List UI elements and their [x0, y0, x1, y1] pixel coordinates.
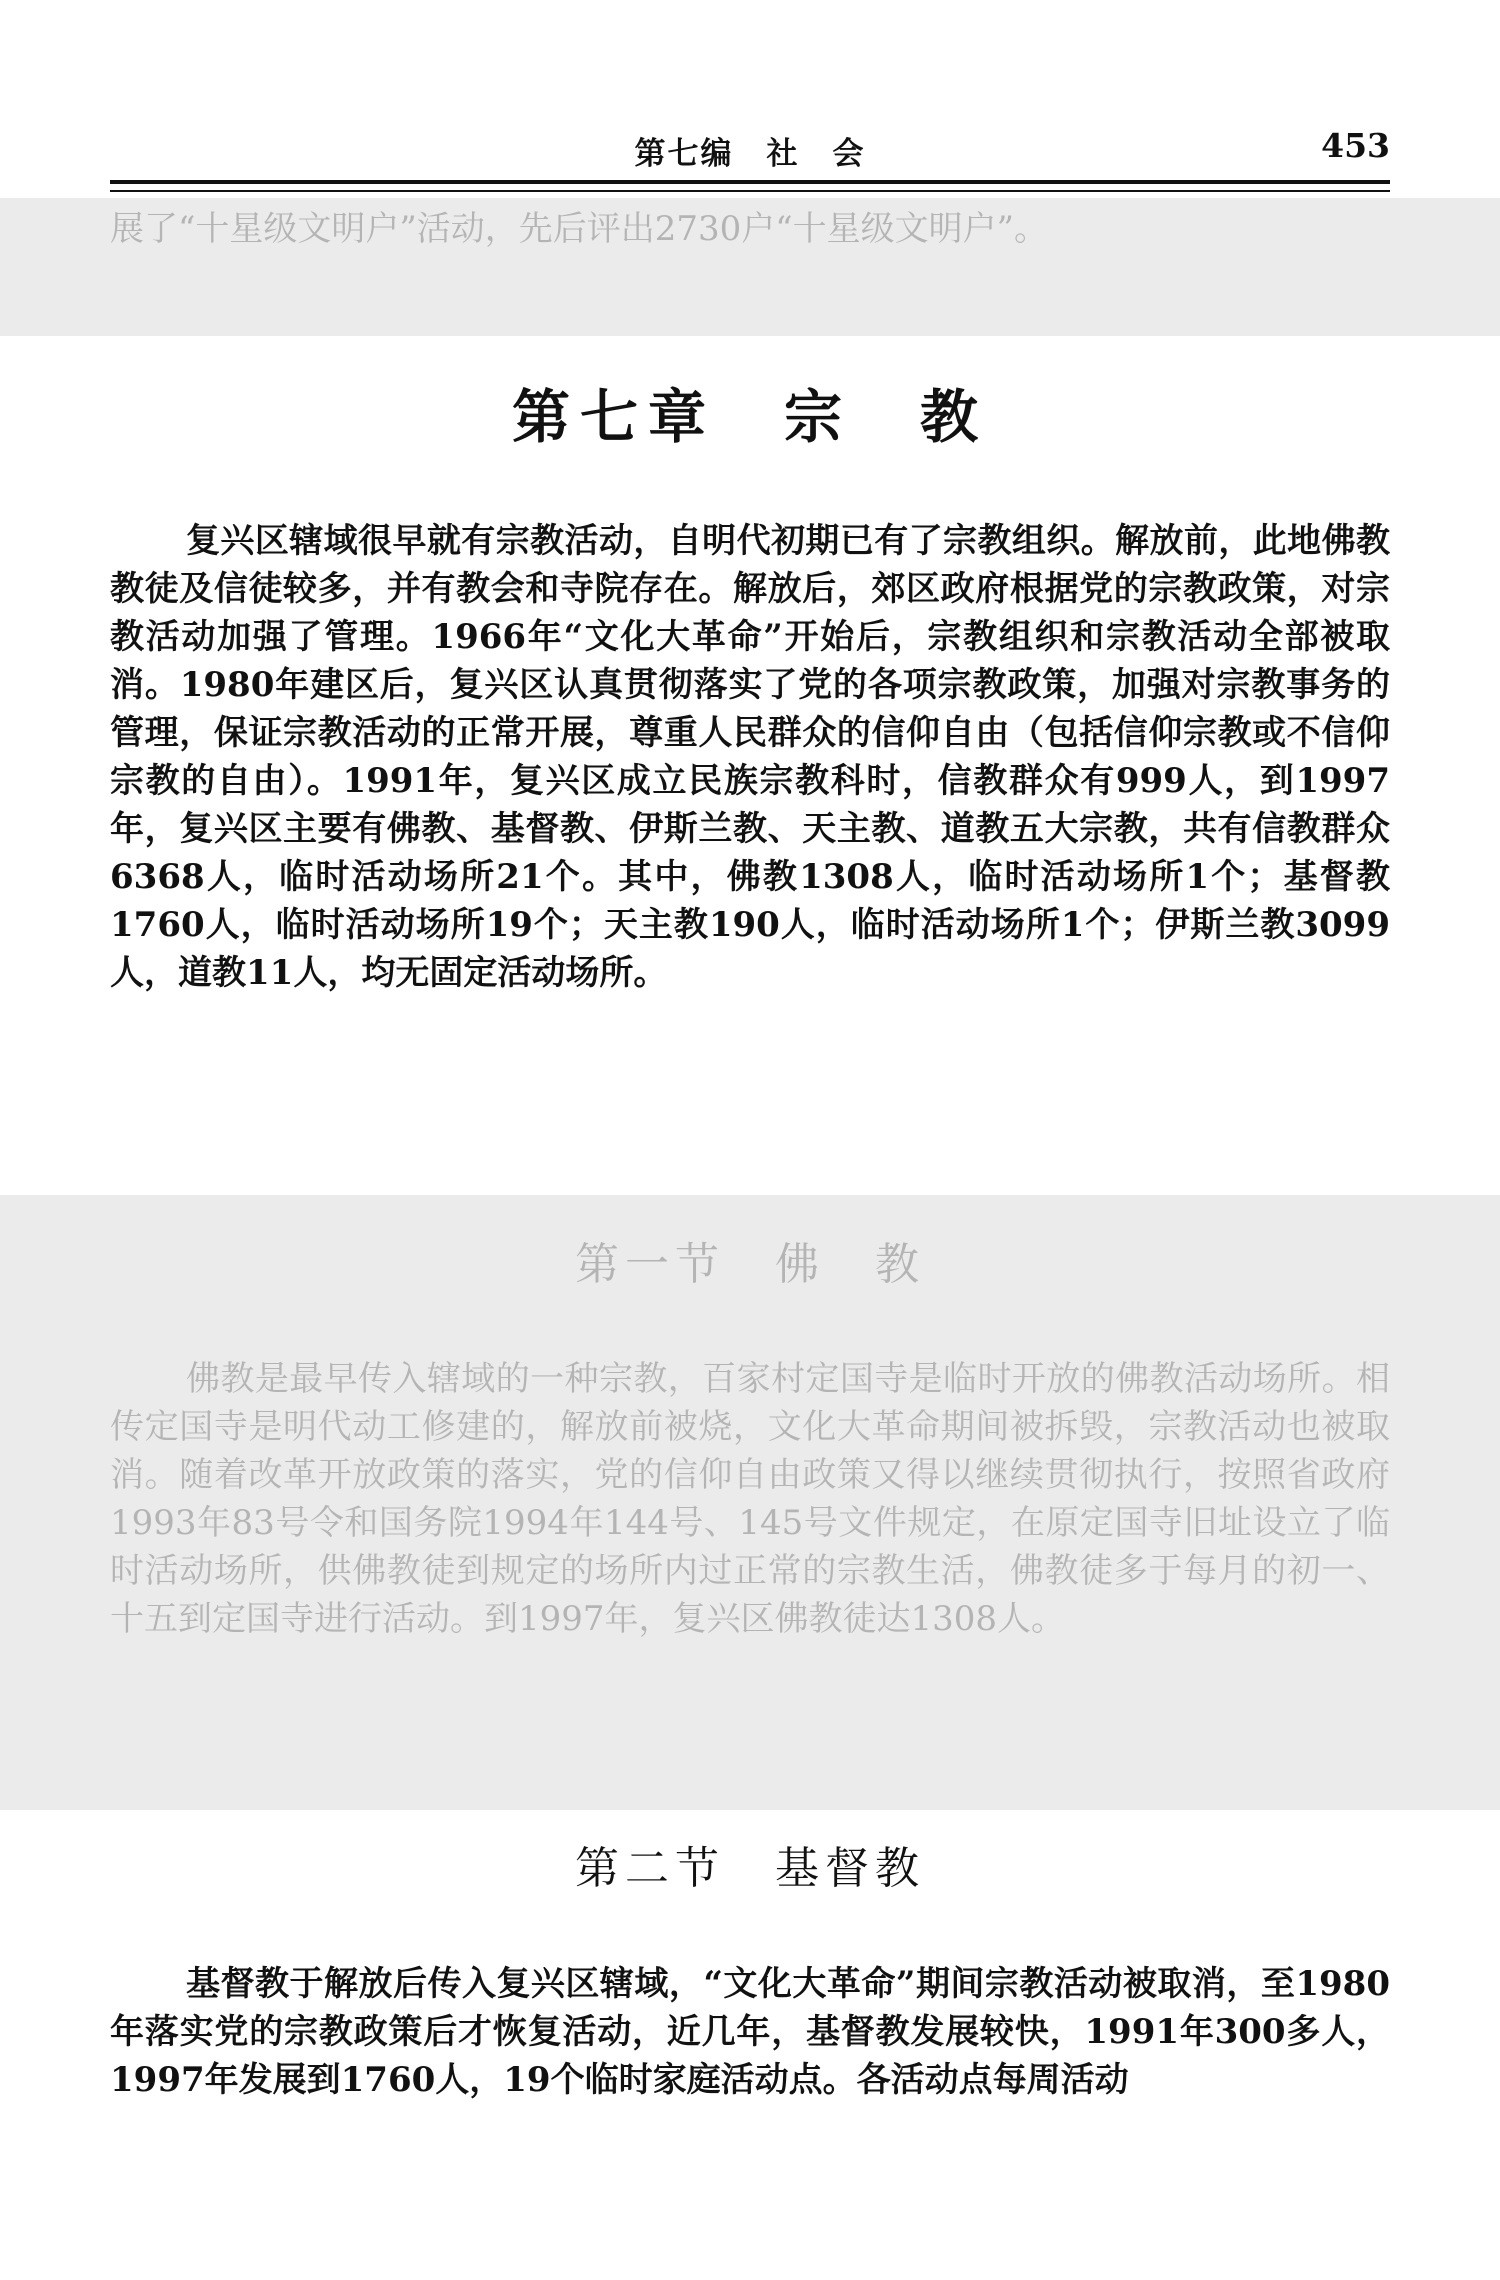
section-2-title: 第二节 基督教 [575, 1843, 925, 1894]
section-1-paragraph: 佛教是最早传入辖域的一种宗教，百家村定国寺是临时开放的佛教活动场所。相传定国寺是明代动工修建的，解放前被烧，文化大革命期间被拆毁，宗教活动也被取消。随着改革开放政策的落实，党的信仰自由政策又得以继续贯彻执行，按照省政府1993年83号令和国务院1994年144号、145号文件规定，在原定国寺旧址设立了临时活动场所，供佛教徒到规定的场所内过正常的宗教生活，佛教徒多于每月的初一、十五到定国寺进行活动。到1997年，复兴区佛教徒达1308人。 [110, 1359, 1390, 1639]
chapter-title: 第七章 宗 教 [511, 383, 988, 451]
section-2-paragraph: 基督教于解放后传入复兴区辖域，“文化大革命”期间宗教活动被取消，至1980年落实党的宗教政策后才恢复活动，近几年，基督教发展较快，1991年300多人，1997年发展到1760人，19个临时家庭活动点。各活动点每周活动 [110, 1964, 1390, 2100]
header-rule-thin [110, 190, 1390, 192]
carryover-paragraph: 展了“十星级文明户”活动，先后评出2730户“十星级文明户”。 [110, 209, 1049, 249]
section-1-title: 第一节 佛 教 [575, 1239, 925, 1290]
chapter-intro-paragraph: 复兴区辖域很早就有宗教活动，自明代初期已有了宗教组织。解放前，此地佛教教徒及信徒较多，并有教会和寺院存在。解放后，郊区政府根据党的宗教政策，对宗教活动加强了管理。1966年“文化大革命”开始后，宗教组织和宗教活动全部被取消。1980年建区后，复兴区认真贯彻落实了党的各项宗教政策，加强对宗教事务的管理，保证宗教活动的正常开展，尊重人民群众的信仰自由（包括信仰宗教或不信仰宗教的自由）。1991年，复兴区成立民族宗教科时，信教群众有999人，到1997年，复兴区主要有佛教、基督教、伊斯兰教、天主教、道教五大宗教，共有信教群众6368人，临时活动场所21个。其中，佛教1308人，临时活动场所1个；基督教1760人，临时活动场所19个；天主教190人，临时活动场所1个；伊斯兰教3099人，道教11人，均无固定活动场所。 [110, 521, 1390, 993]
running-header [110, 120, 1390, 180]
page-number: 453 [1321, 126, 1390, 165]
header-rule-thick [110, 180, 1390, 184]
running-header-title: 第七编 社 会 [634, 136, 866, 172]
